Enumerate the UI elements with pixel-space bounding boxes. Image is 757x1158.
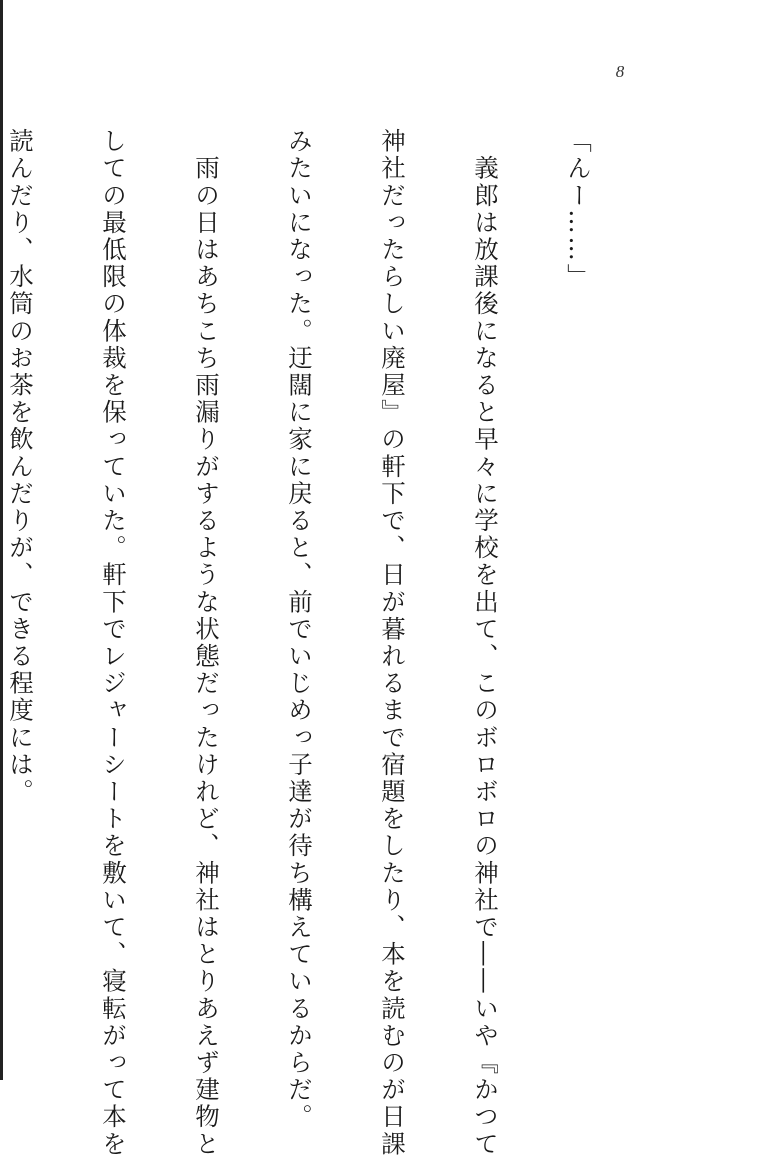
page-number: 8: [615, 62, 625, 81]
text-line: 神社だったらしい廃屋』の軒下で、日が暮れるまで宿題をしたり、本を読むのが日課: [378, 128, 407, 1158]
text-line: 「んー……」: [564, 128, 593, 291]
text-line: しての最低限の体裁を保っていた。軒下でレジャーシートを敷いて、寝転がって本を: [99, 128, 128, 1158]
text-line: 読んだり、水筒のお茶を飲んだりが、できる程度には。: [6, 128, 35, 806]
text-line: 義郎は放課後になると早々に学校を出て、このボロボロの神社で――いや『かつて: [471, 128, 500, 1158]
novel-text-body: [6, 128, 656, 1158]
text-line: 雨の日はあちこち雨漏りがするような状態だったけれど、神社はとりあえず建物と: [192, 128, 221, 1158]
text-line: みたいになった。迂闊に家に戻ると、前でいじめっ子達が待ち構えているからだ。: [285, 128, 314, 1131]
